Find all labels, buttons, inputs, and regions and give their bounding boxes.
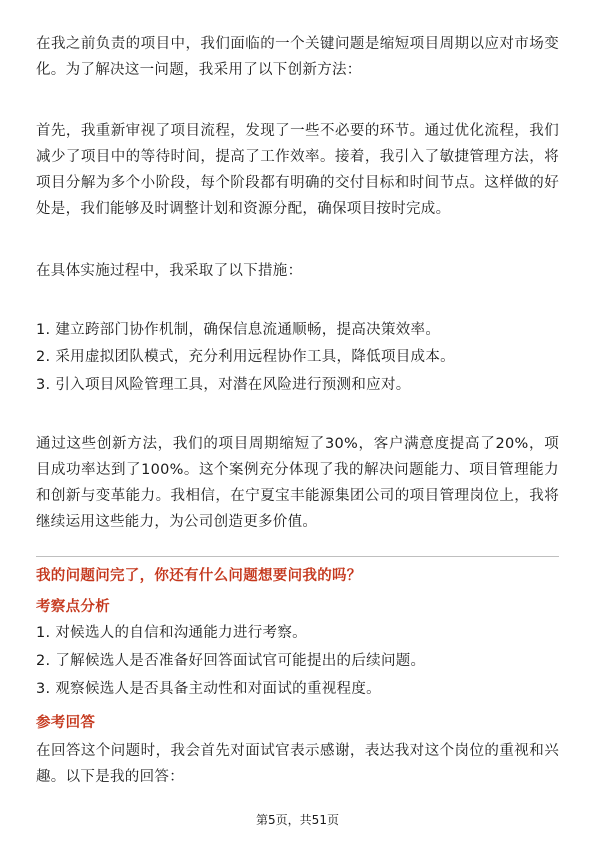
answer-paragraph: 在回答这个问题时，我会首先对面试官表示感谢，表达我对这个岗位的重视和兴趣。以下是我的回答： [36, 743, 559, 785]
measure-item-3: 3. 引入项目风险管理工具，对潜在风险进行预测和应对。 [36, 377, 411, 393]
analysis-heading: 考察点分析 [36, 599, 110, 615]
measure-item-1: 1. 建立跨部门协作机制，确保信息流通顺畅，提高决策效率。 [36, 322, 441, 338]
measure-item-2: 2. 采用虚拟团队模式，充分利用远程协作工具，降低项目成本。 [36, 349, 455, 365]
conclusion-paragraph: 通过这些创新方法，我们的项目周期缩短了30%，客户满意度提高了20%，项目成功率达到了100%。这个案例充分体现了我的解决问题能力、项目管理能力和创新与变革能力。我相信，在宁夏宝丰能源集团公司的项目管理岗位上，我将继续运用这些能力，为公司创造更多价值。 [36, 436, 559, 530]
interview-question: 我的问题问完了，你还有什么问题想要问我的吗？ [36, 568, 362, 584]
measures-intro: 在具体实施过程中，我采取了以下措施： [36, 263, 303, 279]
analysis-item-1: 1. 对候选人的自信和沟通能力进行考察。 [36, 625, 307, 641]
method-paragraph: 首先，我重新审视了项目流程，发现了一些不必要的环节。通过优化流程，我们减少了项目中的等待时间，提高了工作效率。接着，我引入了敏捷管理方法，将项目分解为多个小阶段，每个阶段都有明确的交付目标和时间节点。这样做的好处是，我们能够及时调整计划和资源分配，确保项目按时完成。 [36, 123, 559, 217]
answer-heading: 参考回答 [36, 715, 96, 731]
page-number: 第5页，共51页 [256, 813, 339, 827]
analysis-item-3: 3. 观察候选人是否具备主动性和对面试的重视程度。 [36, 681, 381, 697]
intro-paragraph: 在我之前负责的项目中，我们面临的一个关键问题是缩短项目周期以应对市场变化。为了解决这一问题，我采用了以下创新方法： [36, 36, 559, 78]
analysis-item-2: 2. 了解候选人是否准备好回答面试官可能提出的后续问题。 [36, 653, 426, 669]
section-divider [36, 556, 559, 557]
